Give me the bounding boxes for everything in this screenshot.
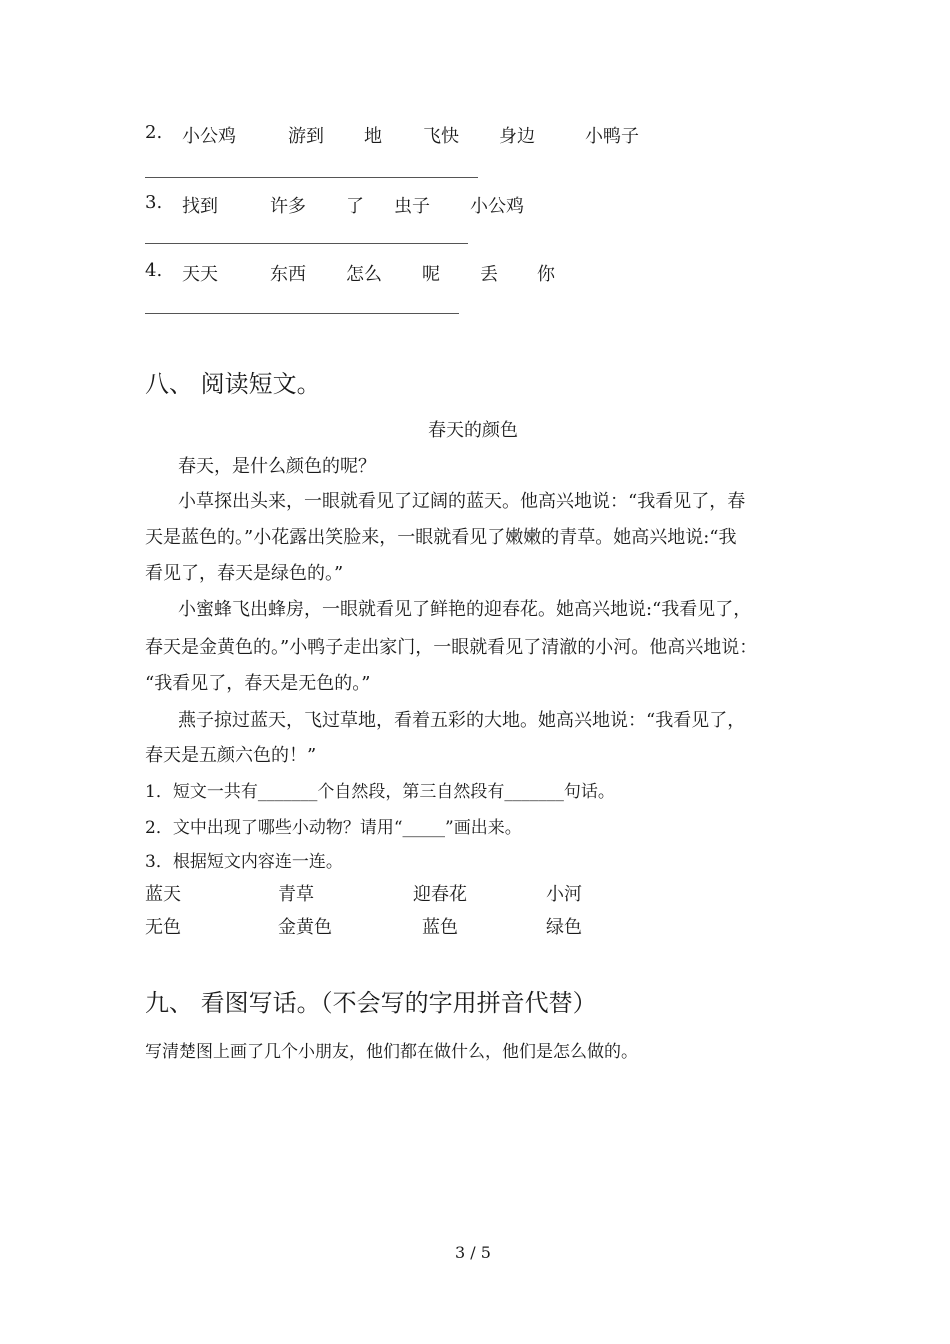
passage-line: 春天，是什么颜色的呢？ (178, 456, 376, 477)
word: 找到 (182, 196, 218, 217)
question-number: 3. (145, 192, 163, 213)
word: 小公鸡 (182, 126, 236, 147)
passage-line: 春天是五颜六色的！” (145, 745, 317, 766)
word: 丢 (480, 264, 498, 285)
section-heading-9: 九、 看图写话。（不会写的字用拼音代替） (145, 989, 597, 1017)
answer-line[interactable] (145, 177, 478, 178)
passage-line: 看见了，春天是绿色的。” (145, 563, 344, 584)
match-item[interactable]: 青草 (278, 884, 314, 905)
word: 游到 (288, 126, 324, 147)
question-item: 3．根据短文内容连一连。 (145, 852, 343, 872)
match-item[interactable]: 金黄色 (278, 917, 332, 938)
match-item[interactable]: 蓝天 (145, 884, 181, 905)
word: 地 (364, 126, 382, 147)
passage-line: “我看见了，春天是无色的。” (145, 673, 371, 694)
match-item[interactable]: 小河 (546, 884, 582, 905)
answer-line[interactable] (145, 243, 468, 244)
word: 小公鸡 (470, 196, 524, 217)
word: 许多 (270, 196, 306, 217)
word: 了 (346, 196, 364, 217)
passage-line: 春天是金黄色的。”小鸭子走出家门，一眼就看见了清澈的小河。他高兴地说： (145, 637, 758, 658)
question-number: 4. (145, 260, 163, 281)
question-item: 2．文中出现了哪些小动物？请用“_____”画出来。 (145, 818, 522, 838)
match-item[interactable]: 迎春花 (413, 884, 467, 905)
match-item[interactable]: 无色 (145, 917, 181, 938)
question-item: 1．短文一共有_______个自然段，第三自然段有_______句话。 (145, 782, 615, 802)
page-number: 3 / 5 (455, 1243, 491, 1262)
passage-line: 小草探出头来，一眼就看见了辽阔的蓝天。他高兴地说：“我看见了，春 (178, 491, 746, 512)
word: 怎么 (346, 264, 382, 285)
word: 身边 (499, 126, 535, 147)
word: 你 (537, 264, 555, 285)
word: 呢 (422, 264, 440, 285)
answer-line[interactable] (145, 313, 459, 314)
word: 东西 (270, 264, 306, 285)
word: 飞快 (423, 126, 459, 147)
passage-line: 燕子掠过蓝天，飞过草地，看着五彩的大地。她高兴地说：“我看见了， (178, 710, 746, 731)
match-item[interactable]: 蓝色 (422, 917, 458, 938)
match-item[interactable]: 绿色 (546, 917, 582, 938)
passage-title: 春天的颜色 (428, 420, 518, 441)
word: 天天 (182, 264, 218, 285)
writing-instruction: 写清楚图上画了几个小朋友，他们都在做什么，他们是怎么做的。 (145, 1042, 638, 1062)
passage-line: 小蜜蜂飞出蜂房，一眼就看见了鲜艳的迎春花。她高兴地说:“我看见了， (178, 599, 752, 620)
passage-line: 天是蓝色的。”小花露出笑脸来，一眼就看见了嫩嫩的青草。她高兴地说:“我 (145, 527, 737, 548)
question-number: 2. (145, 122, 163, 143)
section-heading-8: 八、 阅读短文。 (145, 370, 321, 398)
word: 小鸭子 (585, 126, 639, 147)
word: 虫子 (394, 196, 430, 217)
